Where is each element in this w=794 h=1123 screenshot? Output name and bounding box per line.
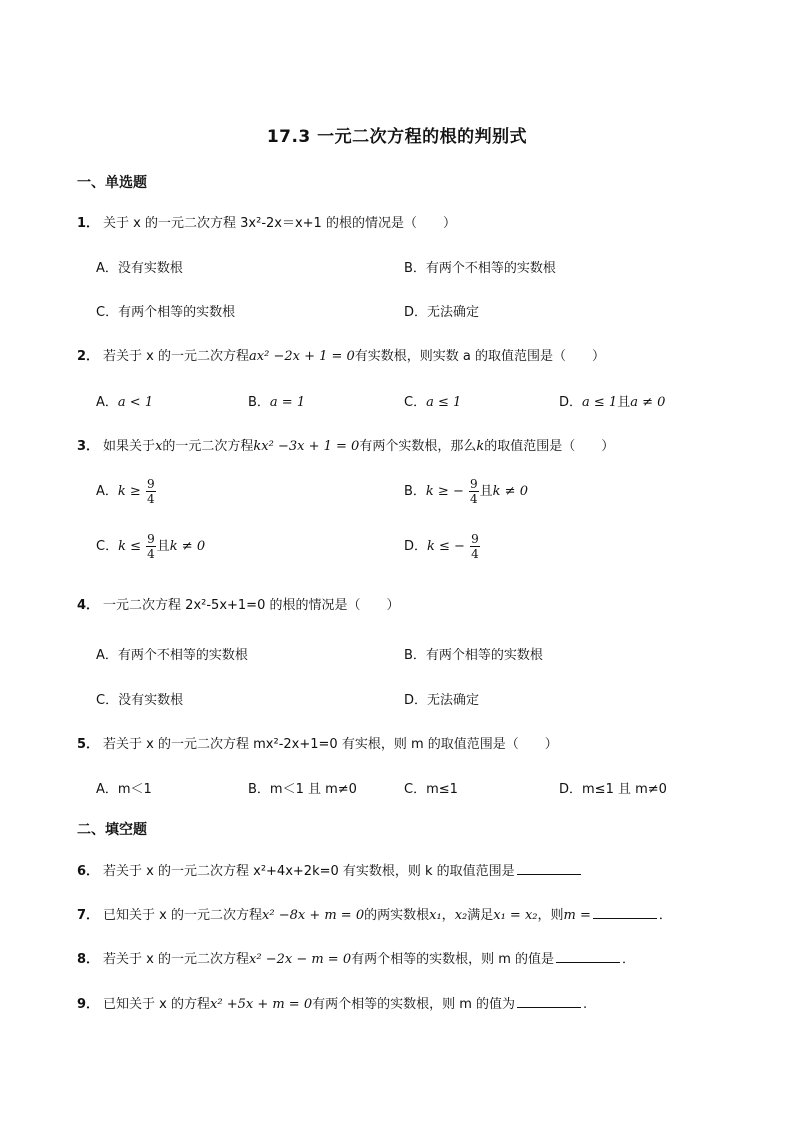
question-4-stem (77, 594, 734, 613)
question-number: 8． (77, 952, 100, 967)
option-math: k ≤ − (427, 539, 465, 554)
question-text-part: 若关于 x 的一元二次方程 (103, 349, 250, 364)
question-number: 9． (77, 997, 100, 1012)
fraction-numerator: 9 (470, 477, 478, 491)
question-text-part: ，则 (537, 908, 564, 923)
q2-option-b (248, 391, 305, 410)
option-label: C． (404, 395, 427, 410)
equation: ax² −2x + 1 = 0 (249, 349, 355, 364)
variable: k (476, 439, 485, 454)
variable: x₂ (454, 908, 468, 923)
fraction (470, 532, 480, 561)
option-text: 且 (479, 484, 493, 499)
question-text: 关于 x 的一元二次方程 3x²-2x＝x+1 的根的情况是（ ） (103, 216, 456, 231)
option-math: k ≤ (118, 539, 141, 554)
question-5-stem (77, 733, 734, 752)
equation: x² −8x + m = 0 (262, 908, 365, 923)
option-label: A． (96, 395, 118, 410)
fraction-denominator: 4 (470, 492, 478, 506)
equation: kx² −3x + 1 = 0 (253, 439, 360, 454)
option-label: D． (559, 395, 583, 410)
question-text: 若关于 x 的一元二次方程 mx²-2x+1=0 有实根，则 m 的取值范围是（ ） (103, 737, 558, 752)
question-number: 6． (77, 864, 100, 879)
q4-option-d: D．无法确定 (404, 693, 480, 708)
question-6-stem (77, 860, 734, 879)
q3-option-c (96, 532, 205, 561)
q1-option-d: D．无法确定 (404, 305, 480, 320)
question-1-stem (77, 212, 734, 231)
option-math: k ≠ 0 (169, 539, 206, 554)
option-label: B． (248, 395, 270, 410)
section-heading-fill-in: 二、填空题 (77, 822, 147, 838)
q4-option-b: B．有两个相等的实数根 (404, 648, 543, 663)
question-number: 1． (77, 216, 100, 231)
fraction-denominator: 4 (147, 547, 155, 561)
q4-option-c: C．没有实数根 (96, 693, 184, 708)
answer-blank (556, 950, 620, 963)
variable: x (155, 439, 163, 454)
q1-option-b: B．有两个不相等的实数根 (404, 261, 556, 276)
question-text-part: 若关于 x 的一元二次方程 (103, 952, 250, 967)
question-number: 7． (77, 908, 100, 923)
q5-option-d: D．m≤1 且 m≠0 (559, 782, 667, 797)
punctuation: ． (622, 952, 636, 967)
question-number: 2． (77, 349, 100, 364)
q2-option-d (559, 391, 665, 410)
question-text-part: 的两实数根 (364, 908, 430, 923)
option-math: a ≤ 1 (426, 395, 462, 410)
section-heading-single-choice: 一、单选题 (77, 175, 147, 191)
option-label: C． (96, 539, 119, 554)
question-text-part: 的一元二次方程 (162, 439, 254, 454)
option-math: k ≥ − (425, 484, 464, 499)
question-text-part: 有实数根，则实数 a 的取值范围是（ ） (354, 349, 606, 364)
question-text-part: 满足 (467, 908, 494, 923)
question-number: 5． (77, 737, 100, 752)
punctuation: . (583, 997, 588, 1012)
question-8-stem (77, 948, 734, 967)
equation: x² −2x − m = 0 (249, 952, 352, 967)
option-math: k ≥ (117, 484, 141, 499)
fraction (146, 477, 156, 506)
fraction (146, 532, 156, 561)
q5-option-a: A．m＜1 (96, 782, 152, 797)
option-label: A． (96, 484, 118, 499)
question-2-stem (77, 345, 734, 364)
q2-option-a (96, 391, 153, 410)
fraction-numerator: 9 (471, 532, 479, 546)
option-text: 且 (156, 539, 170, 554)
question-9-stem (77, 993, 734, 1012)
question-text-part: 有两个相等的实数根，则 m 的值为 (312, 997, 516, 1012)
punctuation: ． (658, 908, 672, 923)
punctuation: ， (441, 908, 455, 923)
option-math: a = 1 (269, 395, 306, 410)
q4-option-a: A．有两个不相等的实数根 (96, 648, 248, 663)
option-label: B． (404, 484, 426, 499)
q2-option-c (404, 391, 461, 410)
variable: x₁ (429, 908, 442, 923)
fraction-numerator: 9 (147, 532, 155, 546)
question-text-part: 已知关于 x 的一元二次方程 (103, 908, 263, 923)
equation: x₁ = x₂ (493, 908, 538, 923)
fraction-denominator: 4 (471, 547, 479, 561)
answer-blank (517, 995, 581, 1008)
q1-option-c: C．有两个相等的实数根 (96, 305, 236, 320)
question-number: 3． (77, 439, 100, 454)
question-text-part: 的取值范围是（ ） (484, 439, 615, 454)
q3-option-b (404, 477, 528, 506)
question-7-stem (77, 904, 734, 923)
question-text-part: 已知关于 x 的方程 (103, 997, 211, 1012)
question-3-stem (77, 435, 734, 454)
question-number: 4． (77, 598, 100, 613)
option-math: a ≠ 0 (630, 395, 666, 410)
q1-option-a: A．没有实数根 (96, 261, 183, 276)
option-math: a < 1 (117, 395, 154, 410)
equation: x² +5x + m = 0 (210, 997, 313, 1012)
q3-option-d (404, 532, 481, 561)
fraction (469, 477, 479, 506)
option-text: 且 (617, 395, 631, 410)
q3-option-a (96, 477, 157, 506)
answer-blank (517, 862, 581, 875)
q5-option-b: B．m＜1 且 m≠0 (248, 782, 357, 797)
equation: m = (563, 908, 591, 923)
question-text-part: 如果关于 (103, 439, 156, 454)
page-title: 17.3 一元二次方程的根的判别式 (266, 127, 528, 147)
question-text: 一元二次方程 2x²-5x+1=0 的根的情况是（ ） (103, 598, 400, 613)
question-text-part: 有两个实数根，那么 (359, 439, 477, 454)
fraction-numerator: 9 (146, 477, 155, 491)
fraction-denominator: 4 (146, 492, 155, 506)
question-text-part: 有两个相等的实数根，则 m 的值是 (351, 952, 555, 967)
question-text: 若关于 x 的一元二次方程 x²+4x+2k=0 有实数根，则 k 的取值范围是 (103, 864, 515, 879)
option-label: D． (404, 539, 428, 554)
q5-option-c: C．m≤1 (404, 782, 458, 797)
answer-blank (593, 906, 657, 919)
option-math: a ≤ 1 (582, 395, 618, 410)
option-math: k ≠ 0 (492, 484, 528, 499)
